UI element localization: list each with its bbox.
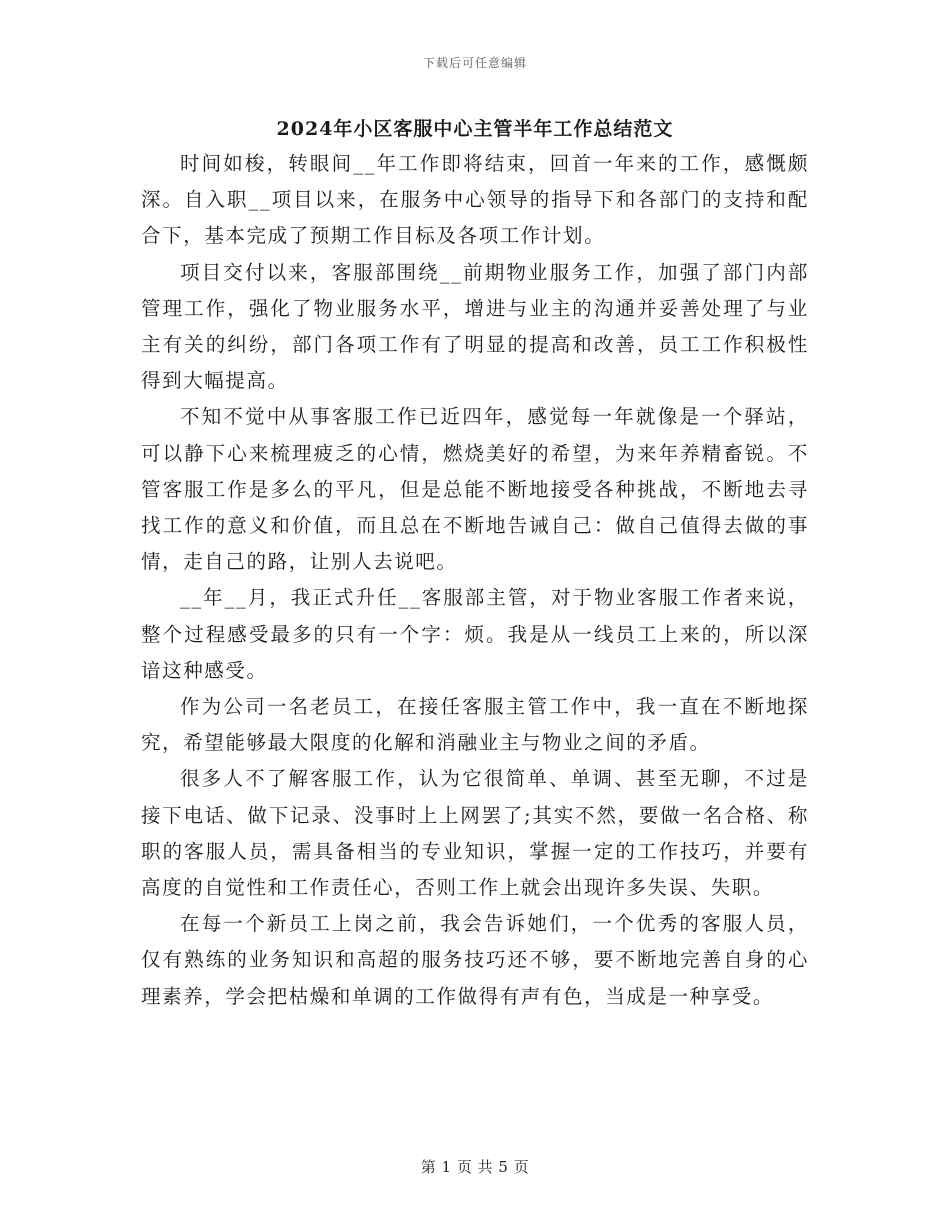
- paragraph: 作为公司一名老员工，在接任客服主管工作中，我一直在不断地探究，希望能够最大限度的化解和消融业主与物业之间的矛盾。: [141, 695, 809, 755]
- document-body: [141, 146, 809, 1015]
- paragraph: 不知不觉中从事客服工作已近四年，感觉每一年就像是一个驿站，可以静下心来梳理疲乏的心情，燃烧美好的希望，为来年养精畜锐。不管客服工作是多么的平凡，但是总能不断地接受各种挑战，不断地去寻找工作的意义和价值，而且总在不断地告诫自己：做自己值得去做的事情，走自己的路，让别人去说吧。: [141, 405, 809, 574]
- paragraph: 很多人不了解客服工作，认为它很简单、单调、甚至无聊，不过是接下电话、做下记录、没事时上上网罢了;其实不然，要做一名合格、称职的客服人员，需具备相当的专业知识，掌握一定的工作技巧，并要有高度的自觉性和工作责任心，否则工作上就会出现许多失误、失职。: [141, 767, 809, 900]
- paragraph: 时间如梭，转眼间__年工作即将结束，回首一年来的工作，感慨颇深。自入职__项目以来，在服务中心领导的指导下和各部门的支持和配合下，基本完成了预期工作目标及各项工作计划。: [141, 152, 809, 248]
- paragraph: __年__月，我正式升任__客服部主管，对于物业客服工作者来说，整个过程感受最多的只有一个字：烦。我是从一线员工上来的，所以深谙这种感受。: [141, 586, 809, 682]
- page-footer: 第 1 页 共 5 页: [420, 1158, 530, 1176]
- document-title: 2024年小区客服中心主管半年工作总结范文: [276, 118, 674, 140]
- header-note: 下载后可任意编辑: [422, 56, 527, 70]
- paragraph: 项目交付以来，客服部围绕__前期物业服务工作，加强了部门内部管理工作，强化了物业服务水平，增进与业主的沟通并妥善处理了与业主有关的纠纷，部门各项工作有了明显的提高和改善，员工工作积极性得到大幅提高。: [141, 260, 809, 393]
- paragraph: 在每一个新员工上岗之前，我会告诉她们，一个优秀的客服人员，仅有熟练的业务知识和高超的服务技巧还不够，要不断地完善自身的心理素养，学会把枯燥和单调的工作做得有声有色，当成是一种享受。: [141, 912, 809, 1008]
